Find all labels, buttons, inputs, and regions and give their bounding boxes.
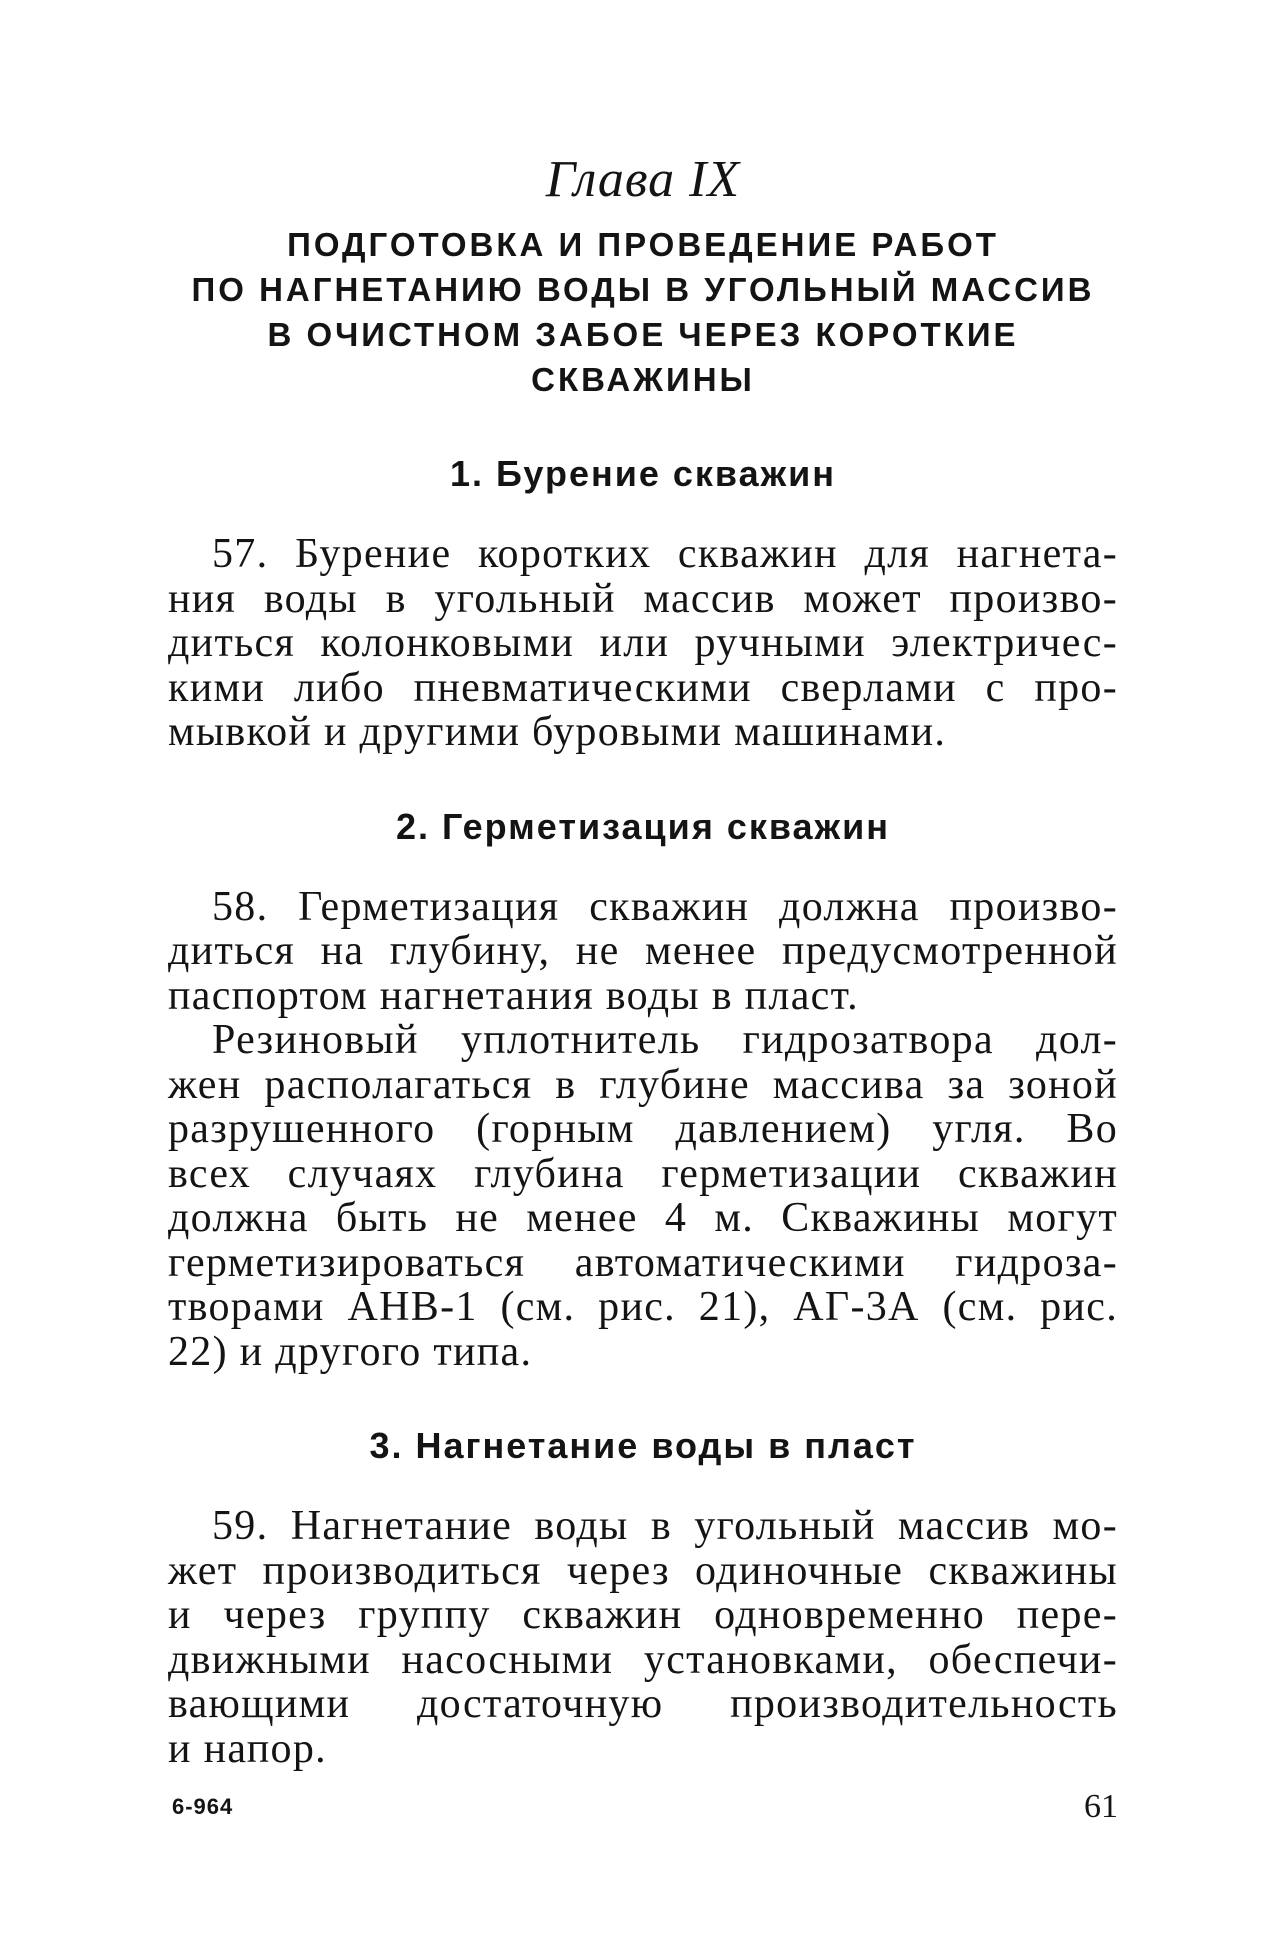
text-line: герметизироваться автоматическими гидроза- xyxy=(168,1239,1118,1286)
text-line: всех случаях глубина герметизации скважин xyxy=(168,1150,1118,1197)
page-content xyxy=(168,150,1118,1771)
paragraph-58 xyxy=(168,885,1118,1019)
section-title-drilling: 1. Бурение скважин xyxy=(450,453,836,494)
page-number: 61 xyxy=(1084,1788,1118,1825)
text-line: творами АНВ-1 (см. рис. 21), АГ-3А (см. рис. xyxy=(168,1284,1118,1330)
text-line: жет производиться через одиночные скважины xyxy=(168,1547,1118,1594)
text-line: кими либо пневматическими сверлами с про- xyxy=(168,664,1118,711)
paragraph-58-continued xyxy=(168,1018,1118,1374)
text-line: вающими достаточную производительность xyxy=(168,1681,1118,1727)
text-line: диться колонковыми или ручными электричес- xyxy=(168,620,1118,666)
section-title-sealing: 2. Герметизация скважин xyxy=(396,805,890,847)
text-line: ния воды в угольный массив может произво- xyxy=(168,575,1118,622)
text-line: мывкой и другими буровыми машинами. xyxy=(168,709,947,755)
text-line: Резиновый уплотнитель гидрозатвора дол- xyxy=(212,1017,1118,1063)
text-line: разрушенного (горным давлением) угля. Во xyxy=(168,1106,1118,1152)
chapter-title-line: СКВАЖИНЫ xyxy=(531,361,755,398)
chapter-title-line: ПО НАГНЕТАНИЮ ВОДЫ В УГОЛЬНЫЙ МАССИВ xyxy=(191,271,1095,308)
text-line: должна быть не менее 4 м. Скважины могут xyxy=(168,1195,1118,1241)
text-line: 59. Нагнетание воды в угольный массив мо- xyxy=(212,1503,1118,1549)
printer-signature: 6-964 xyxy=(172,1794,234,1819)
chapter-label: Глава IX xyxy=(545,151,741,208)
text-line: 57. Бурение коротких скважин для нагнета- xyxy=(212,531,1118,577)
chapter-title-line: В ОЧИСТНОМ ЗАБОЕ ЧЕРЕЗ КОРОТКИЕ xyxy=(267,316,1019,353)
text-line: 22) и другого типа. xyxy=(168,1328,533,1375)
page-footer xyxy=(168,1788,1118,1828)
text-line: диться на глубину, не менее предусмотренной xyxy=(168,928,1118,974)
paragraph-57 xyxy=(168,532,1118,755)
chapter-title-line: ПОДГОТОВКА И ПРОВЕДЕНИЕ РАБОТ xyxy=(287,226,999,263)
text-line: 58. Герметизация скважин должна произво- xyxy=(212,883,1118,930)
text-line: движными насосными установками, обеспечи- xyxy=(168,1636,1118,1683)
chapter-title xyxy=(168,222,1118,402)
text-line: и через группу скважин одновременно пере- xyxy=(168,1592,1118,1638)
section-title-injection: 3. Нагнетание воды в пласт xyxy=(369,1425,917,1466)
paragraph-59 xyxy=(168,1504,1118,1771)
text-line: жен располагаться в глубине массива за зоной xyxy=(168,1061,1118,1108)
text-line: паспортом нагнетания воды в пласт. xyxy=(168,972,859,1019)
text-line: и напор. xyxy=(168,1725,327,1772)
